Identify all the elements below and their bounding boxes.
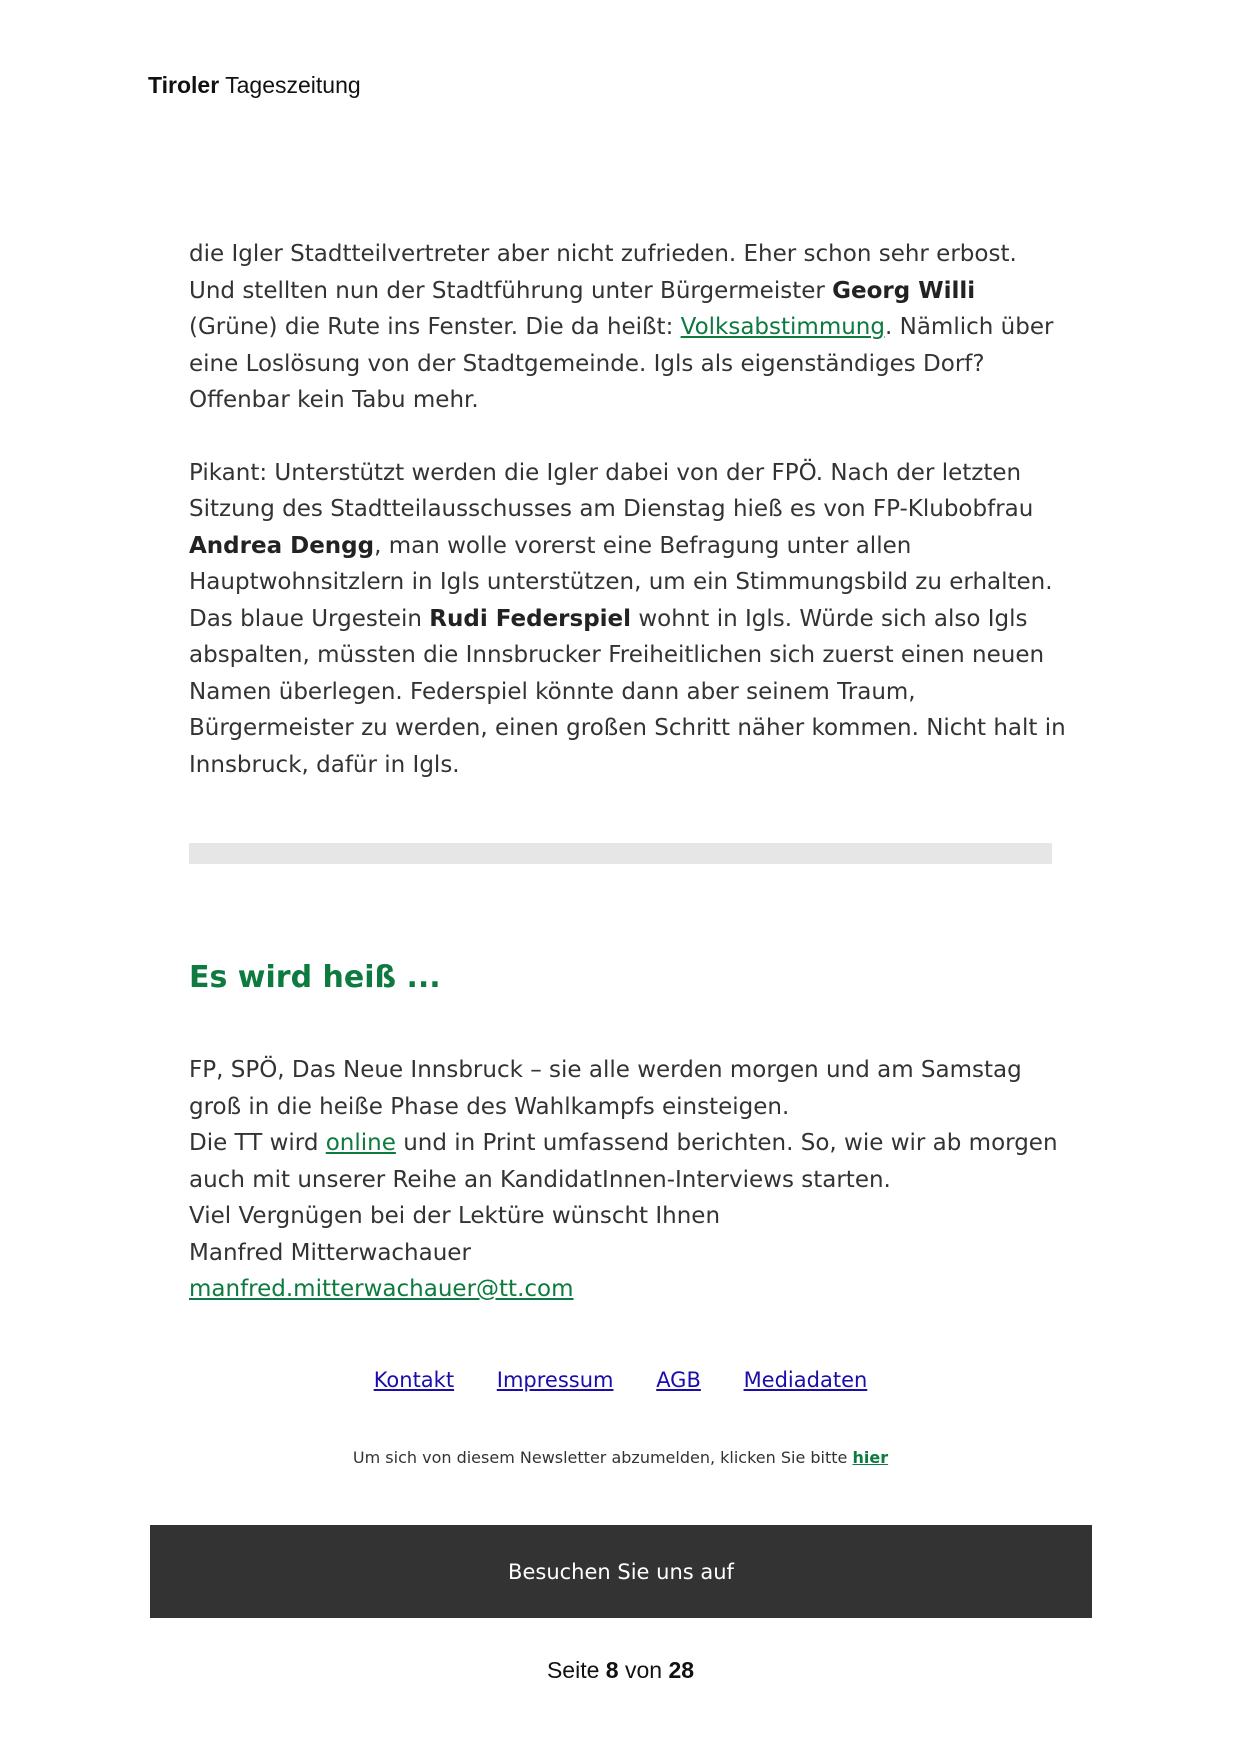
visit-us-text: Besuchen Sie uns auf bbox=[508, 1559, 734, 1584]
text: die Igler Stadtteilvertreter aber nicht zufrieden. Eher schon sehr erbost. Und stellten nun der Stadtführung unter Bürgermeister bbox=[189, 241, 1017, 304]
article-body bbox=[189, 236, 1069, 783]
section-divider bbox=[189, 843, 1052, 864]
page-number bbox=[0, 1657, 1241, 1684]
text: von bbox=[618, 1657, 669, 1683]
visit-us-bar bbox=[150, 1525, 1092, 1618]
impressum-link[interactable]: Impressum bbox=[496, 1368, 614, 1392]
footer-links bbox=[0, 1368, 1241, 1392]
author-email-link[interactable]: manfred.mitterwachauer@tt.com bbox=[189, 1276, 574, 1302]
unsubscribe-link[interactable]: hier bbox=[852, 1448, 889, 1467]
text: (Grüne) die Rute ins Fenster. Die da heißt: bbox=[189, 314, 681, 340]
section-line: Viel Vergnügen bei der Lektüre wünscht Ihnen bbox=[189, 1203, 721, 1229]
current-page: 8 bbox=[605, 1657, 619, 1683]
unsubscribe-text: Um sich von diesem Newsletter abzumelden, klicken Sie bitte bbox=[352, 1448, 853, 1467]
agb-link[interactable]: AGB bbox=[656, 1368, 701, 1392]
section-title: Es wird heiß ... bbox=[189, 960, 441, 995]
article-paragraph-2 bbox=[189, 455, 1069, 784]
brand-bold: Tiroler bbox=[148, 72, 220, 98]
unsubscribe-note bbox=[0, 1448, 1241, 1467]
text: Die TT wird bbox=[189, 1130, 326, 1156]
text: Seite bbox=[546, 1657, 606, 1683]
section-line: FP, SPÖ, Das Neue Innsbruck – sie alle werden morgen und am Samstag bbox=[189, 1057, 1022, 1083]
section-body bbox=[189, 1052, 1069, 1308]
online-link[interactable]: online bbox=[325, 1130, 396, 1156]
bold-name: Georg Willi bbox=[832, 277, 976, 304]
section-line: auch mit unserer Reihe an KandidatInnen-Interviews starten. bbox=[189, 1166, 891, 1193]
article-paragraph-1 bbox=[189, 236, 1069, 419]
bold-name: Rudi Federspiel bbox=[429, 605, 632, 632]
brand-regular: Tageszeitung bbox=[219, 72, 361, 98]
section-line bbox=[189, 1125, 1069, 1162]
text: und in Print umfassend berichten. So, wie wir ab morgen bbox=[395, 1130, 1058, 1156]
text: Pikant: Unterstützt werden die Igler dabei von der FPÖ. Nach der letzten Sitzung des Stadtteilausschusses am Dienstag hieß es von FP-Klubobfrau bbox=[189, 459, 1034, 522]
section-line: groß in die heiße Phase des Wahlkampfs einsteigen. bbox=[189, 1093, 790, 1120]
text: wohnt in Igls. Würde sich also Igls abspalten, müssten die Innsbrucker Freiheitlichen sich zuerst einen neuen Namen überlegen. Federspiel könnte dann aber seinem Traum, Bürgermeister zu werden, einen großen Schritt näher kommen. Nicht halt in Innsbruck, dafür in Igls. bbox=[189, 605, 1066, 778]
text: . Nämlich über eine Loslösung von der Stadtgemeinde. Igls als eigenständiges Dorf? Offenbar kein Tabu mehr. bbox=[189, 314, 1054, 413]
volksabstimmung-link[interactable]: Volksabstimmung bbox=[680, 314, 885, 340]
author-email-line bbox=[189, 1271, 1069, 1308]
total-pages: 28 bbox=[668, 1657, 695, 1683]
newspaper-header bbox=[148, 72, 361, 99]
mediadaten-link[interactable]: Mediadaten bbox=[743, 1368, 868, 1392]
text: , man wolle vorerst eine Befragung unter allen Hauptwohnsitzlern in Igls unterstützen, um ein Stimmungsbild zu erhalten. Das blaue Urgestein bbox=[189, 532, 1053, 632]
kontakt-link[interactable]: Kontakt bbox=[373, 1368, 455, 1392]
bold-name: Andrea Dengg bbox=[189, 532, 375, 559]
author-name: Manfred Mitterwachauer bbox=[189, 1239, 471, 1266]
